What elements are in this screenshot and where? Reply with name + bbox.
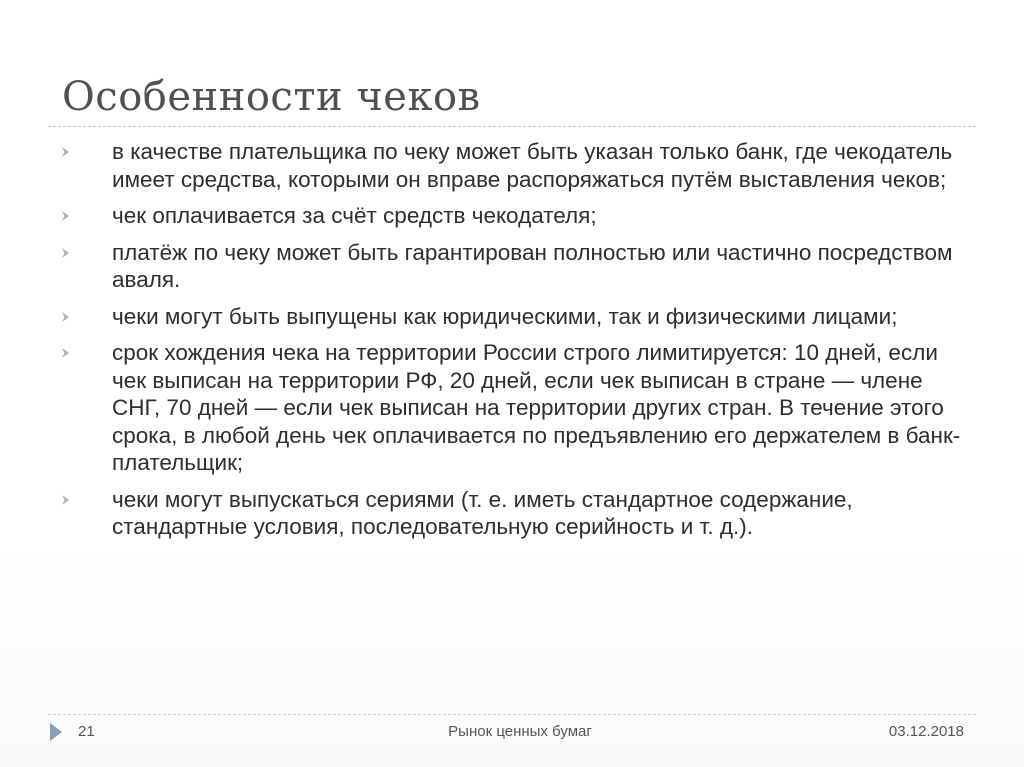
bullet-text: чеки могут быть выпущены как юридическими, так и физическими лицами; <box>112 303 898 329</box>
bullet-item <box>60 339 976 477</box>
bullet-item <box>60 303 976 331</box>
bullet-item <box>60 138 976 193</box>
chevron-arrow-icon <box>60 494 72 506</box>
bullet-item <box>60 202 976 230</box>
bullet-item <box>60 239 976 294</box>
bullet-text: чеки могут выпускаться сериями (т. е. иметь стандартное содержание, стандартные условия, последовательную серийность и т. д.). <box>112 486 853 539</box>
footer-date: 03.12.2018 <box>888 723 964 740</box>
bullet-item <box>60 486 976 541</box>
title-divider <box>48 126 976 127</box>
footer-title: Рынок ценных бумаг <box>448 723 592 740</box>
bullet-list <box>60 138 976 550</box>
bullet-text: срок хождения чека на территории России строго лимитируется: 10 дней, если чек выписан на территории РФ, 20 дней, если чек выписан в стране — члене СНГ, 70 дней — если чек выписан на территории других стран. В течение этого срока, в любой день чек оплачивается по предъявлению его держателем в банк-плательщик; <box>112 340 961 475</box>
bullet-text: чек оплачивается за счёт средств чекодателя; <box>112 203 597 228</box>
chevron-arrow-icon <box>60 210 72 222</box>
chevron-arrow-icon <box>60 146 72 158</box>
chevron-arrow-icon <box>60 247 72 259</box>
slide-title: Особенности чеков <box>62 74 481 120</box>
footer-divider <box>48 714 976 715</box>
chevron-arrow-icon <box>60 311 72 323</box>
page-number: 21 <box>78 723 95 740</box>
bullet-text: в качестве плательщика по чеку может быть указан только банк, где чекодатель имеет средства, которыми он вправе распоряжаться путём выставления чеков; <box>112 139 953 192</box>
chevron-arrow-icon <box>60 347 72 359</box>
bullet-text: платёж по чеку может быть гарантирован полностью или частично посредством аваля. <box>112 239 953 292</box>
triangle-icon <box>48 722 64 742</box>
